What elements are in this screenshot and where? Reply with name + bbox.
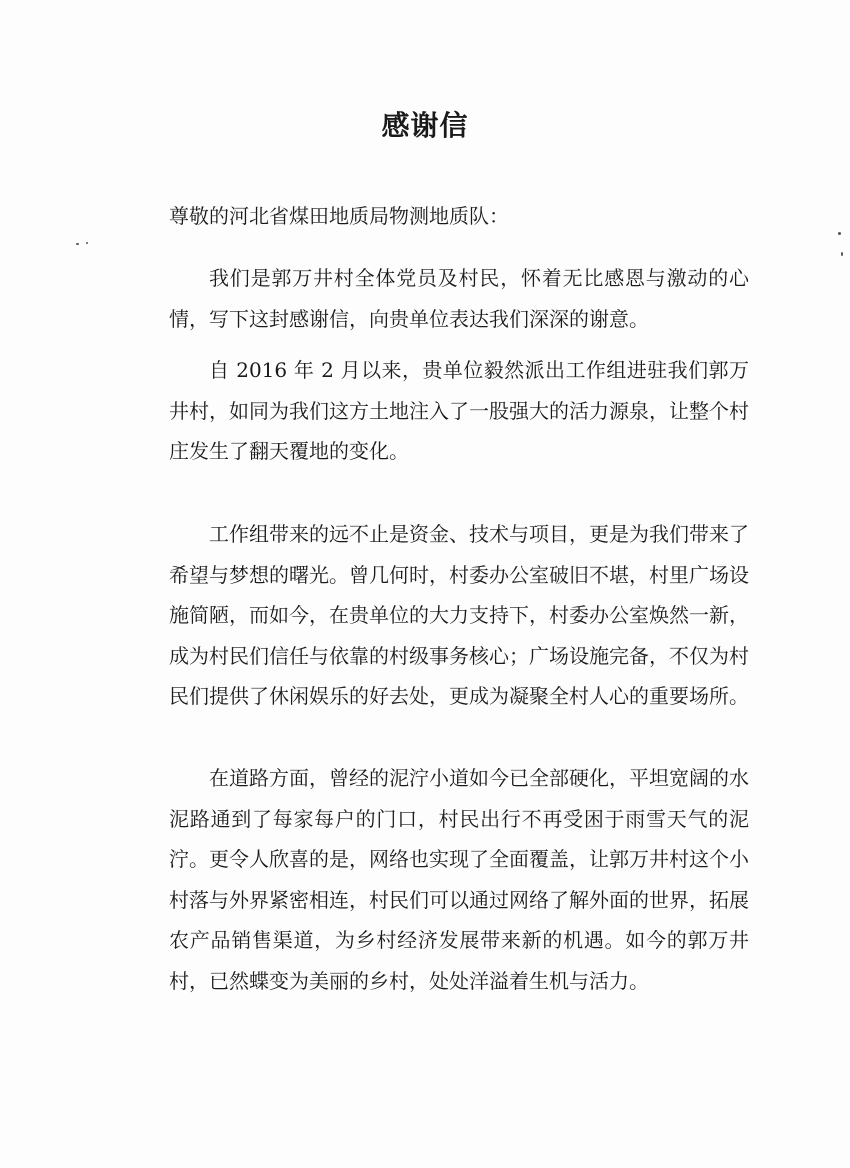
scan-speck <box>838 232 841 235</box>
scan-speck <box>76 243 79 245</box>
letter-paragraph: 在道路方面，曾经的泥泞小道如今已全部硬化，平坦宽阔的水泥路通到了每家每户的门口，村民出行不再受困于雨雪天气的泥泞。更令人欣喜的是，网络也实现了全面覆盖，让郭万井村这个小村落与外界紧密相连，村民们可以通过网络了解外面的世界，拓展农产品销售渠道，为乡村经济发展带来新的机遇。如今的郭万井村，已然蝶变为美丽的乡村，处处洋溢着生机与活力。 <box>169 766 749 993</box>
scan-speck <box>86 242 88 244</box>
letter-salutation: 尊敬的河北省煤田地质局物测地质队： <box>169 204 509 228</box>
scan-speck <box>841 252 843 256</box>
letter-paragraph: 工作组带来的远不止是资金、技术与项目，更是为我们带来了希望与梦想的曙光。曾几何时，村委办公室破旧不堪，村里广场设施简陋，而如今，在贵单位的大力支持下，村委办公室焕然一新，成为村民们信任与依靠的村级事务核心；广场设施完备，不仅为村民们提供了休闲娱乐的好去处，更成为凝聚全村人心的重要场所。 <box>169 522 749 708</box>
letter-title: 感谢信 <box>381 109 469 142</box>
letter-paragraph: 我们是郭万井村全体党员及村民，怀着无比感恩与激动的心情，写下这封感谢信，向贵单位表达我们深深的谢意。 <box>169 266 749 331</box>
letter-paragraph: 自 2016 年 2 月以来，贵单位毅然派出工作组进驻我们郭万井村，如同为我们这方土地注入了一股强大的活力源泉，让整个村庄发生了翻天覆地的变化。 <box>169 358 749 463</box>
